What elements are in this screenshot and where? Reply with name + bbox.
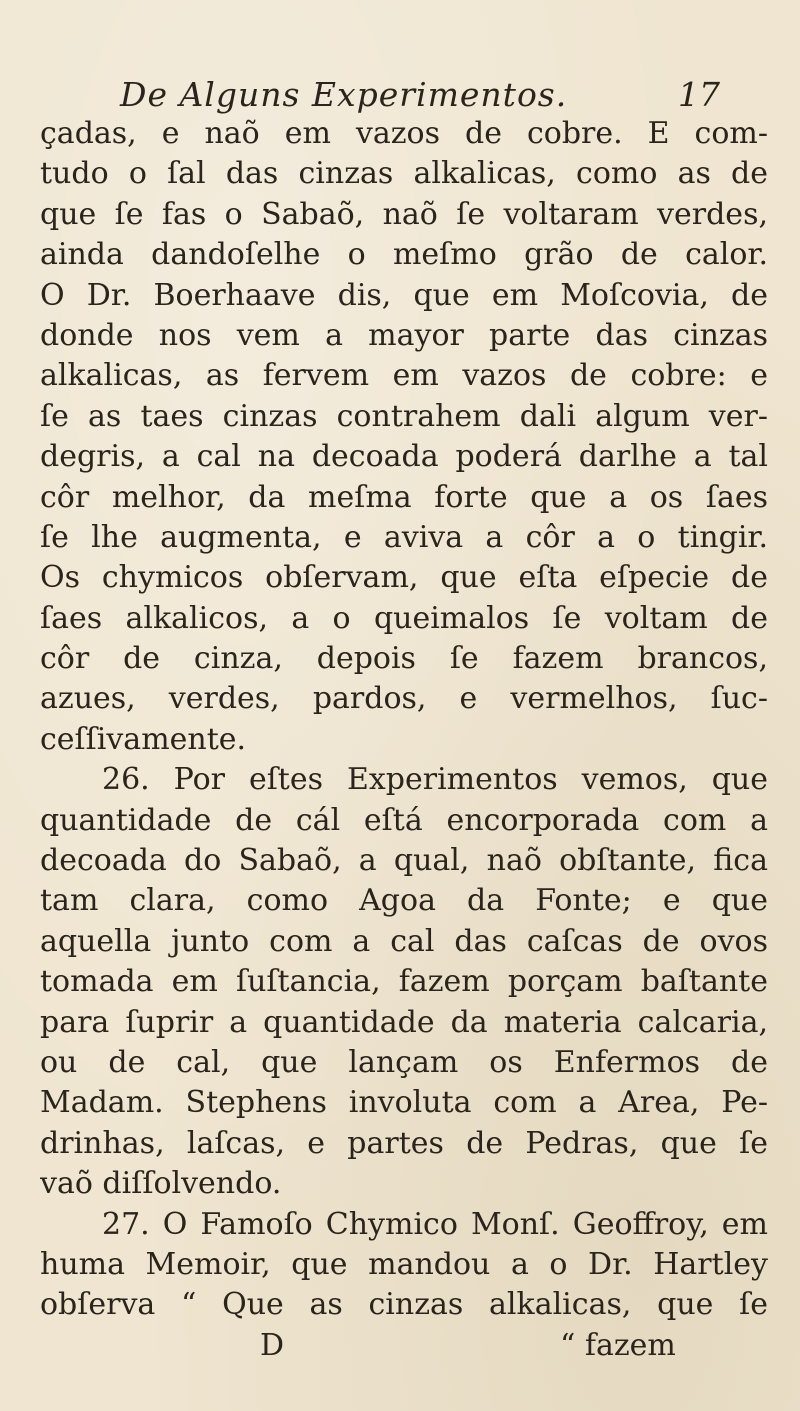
body-text	[40, 114, 768, 1366]
text-line: côr melhor, da meſma forte que a os ſaes	[40, 479, 768, 515]
paragraph-start: 27. O Famoſo Chymico Monſ. Geoffroy, em	[102, 1206, 768, 1242]
text-line: decoada do Sabaõ, a qual, naõ obſtante, fica	[40, 843, 768, 879]
text-line: que ſe fas o Sabaõ, naõ ſe voltaram verdes,	[40, 196, 768, 232]
text-line: ou de cal, que lançam os Enfermos de	[40, 1044, 768, 1080]
text-line: aquella junto com a cal das caſcas de ovos	[40, 923, 768, 959]
page-header	[120, 70, 720, 120]
page-footer	[40, 1326, 768, 1366]
text-line: O Dr. Boerhaave dis, que em Moſcovia, de	[40, 277, 768, 313]
text-line: huma Memoir, que mandou a o Dr. Hartley	[40, 1246, 768, 1282]
text-line: alkalicas, as fervem em vazos de cobre: e	[40, 358, 768, 394]
text-line: drinhas, laſcas, e partes de Pedras, que ſe	[40, 1125, 768, 1161]
text-line: vaõ diſſolvendo.	[40, 1166, 282, 1202]
text-line: tomada em ſuſtancia, fazem porçam baſtante	[40, 964, 768, 1000]
page-number: 17	[678, 75, 720, 114]
text-line: ceſſivamente.	[40, 721, 247, 757]
text-line: ſe as taes cinzas contrahem dali algum ver-	[40, 398, 768, 434]
running-title: De Alguns Experimentos.	[120, 75, 568, 114]
text-line: obſerva “ Que as cinzas alkalicas, que ſe	[40, 1287, 768, 1323]
text-line: quantidade de cál eſtá encorporada com a	[40, 802, 768, 838]
text-line: Os chymicos obſervam, que eſta eſpecie de	[40, 560, 768, 596]
text-line: para ſuprir a quantidade da materia calcaria,	[40, 1004, 768, 1040]
text-line: ſe lhe augmenta, e aviva a côr a o tingir.	[40, 519, 768, 555]
text-line: tam clara, como Agoa da Fonte; e que	[40, 883, 768, 919]
text-line: azues, verdes, pardos, e vermelhos, ſuc-	[40, 681, 768, 717]
text-line: côr de cinza, depois ſe fazem brancos,	[40, 641, 768, 677]
text-line: ſaes alkalicos, a o queimalos ſe voltam de	[40, 600, 768, 636]
paragraph-start: 26. Por eſtes Experimentos vemos, que	[102, 762, 768, 798]
text-line: Madam. Stephens involuta com a Area, Pe-	[40, 1085, 768, 1121]
text-line: ainda dandoſelhe o meſmo grão de calor.	[40, 237, 768, 273]
catchword: “ fazem	[560, 1327, 676, 1363]
text-line: çadas, e naõ em vazos de cobre. E com-	[40, 116, 768, 151]
text-line: degris, a cal na decoada poderá darlhe a tal	[40, 439, 768, 475]
text-line: donde nos vem a mayor parte das cinzas	[40, 317, 768, 353]
signature-mark: D	[260, 1327, 285, 1363]
text-line: tudo o ſal das cinzas alkalicas, como as de	[40, 156, 768, 192]
